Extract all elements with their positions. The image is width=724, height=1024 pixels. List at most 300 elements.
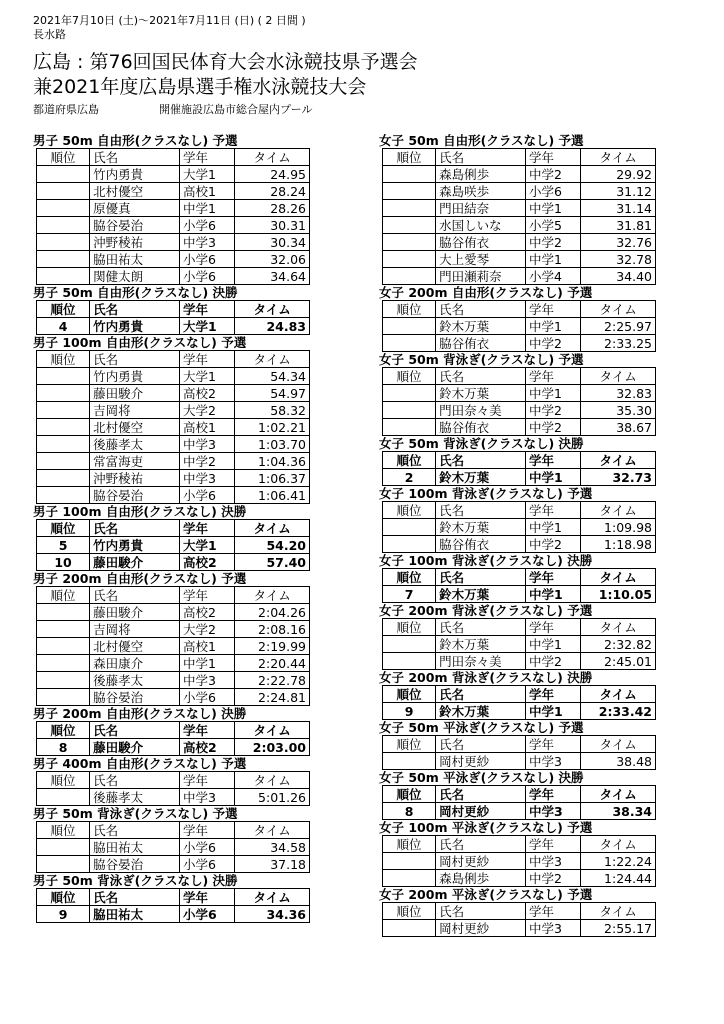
- name-cell: 鈴木万葉: [436, 703, 526, 720]
- grade-cell: 中学3: [179, 672, 234, 689]
- time-cell: 1:02.21: [235, 419, 310, 436]
- time-cell: 1:04.36: [235, 453, 310, 470]
- event-final: [379, 670, 657, 720]
- table-row: [383, 653, 656, 670]
- grade-cell: 小学6: [179, 217, 234, 234]
- rank-cell: [383, 402, 436, 419]
- time-cell: 38.48: [581, 753, 656, 770]
- header-cell: タイム: [581, 619, 656, 636]
- table-row: [383, 335, 656, 352]
- event-title: 男子 400m 自由形(クラスなし) 予選: [33, 756, 247, 771]
- grade-cell: 中学1: [525, 200, 580, 217]
- header-cell: タイム: [581, 452, 656, 469]
- grade-cell: 中学2: [525, 402, 580, 419]
- name-cell: 鈴木万葉: [436, 636, 526, 653]
- name-cell: 脇谷晏治: [90, 217, 180, 234]
- table-row: [383, 753, 656, 770]
- name-cell: 脇谷侑衣: [436, 234, 526, 251]
- table-header-row: [383, 903, 656, 920]
- rank-cell: [37, 436, 90, 453]
- header-cell: タイム: [235, 889, 310, 906]
- results-table: [36, 300, 310, 335]
- table-row: [37, 368, 310, 385]
- header-cell: 学年: [525, 619, 580, 636]
- header-cell: 順位: [383, 502, 436, 519]
- results-table: [36, 721, 310, 756]
- name-cell: 脇谷侑衣: [436, 335, 526, 352]
- header-cell: 氏名: [436, 903, 526, 920]
- time-cell: 2:04.26: [235, 604, 310, 621]
- header-cell: 学年: [179, 772, 234, 789]
- time-cell: 32.73: [581, 469, 656, 486]
- grade-cell: 高校2: [179, 739, 234, 756]
- header-cell: 順位: [383, 619, 436, 636]
- time-cell: 37.18: [235, 856, 310, 873]
- rank-cell: [37, 487, 90, 504]
- table-row: [37, 638, 310, 655]
- grade-cell: 中学1: [525, 519, 580, 536]
- time-cell: 2:20.44: [235, 655, 310, 672]
- event-title: 男子 200m 自由形(クラスなし) 予選: [33, 571, 247, 586]
- name-cell: 鈴木万葉: [436, 519, 526, 536]
- table-header-row: [383, 736, 656, 753]
- results-table: [382, 785, 656, 820]
- name-cell: 北村優空: [90, 419, 180, 436]
- time-cell: 31.14: [581, 200, 656, 217]
- table-row: [383, 385, 656, 402]
- table-row: [37, 436, 310, 453]
- name-cell: 水国しいな: [436, 217, 526, 234]
- table-row: [383, 318, 656, 335]
- grade-cell: 小学6: [179, 689, 234, 706]
- table-row: [37, 402, 310, 419]
- table-row: [37, 621, 310, 638]
- header-cell: 氏名: [436, 452, 526, 469]
- rank-cell: [37, 166, 90, 183]
- time-cell: 38.34: [581, 803, 656, 820]
- header-cell: タイム: [581, 786, 656, 803]
- table-header-row: [383, 368, 656, 385]
- results-table: [382, 367, 656, 436]
- rank-cell: [37, 183, 90, 200]
- rank-cell: [383, 234, 436, 251]
- header-cell: 順位: [383, 736, 436, 753]
- time-cell: 32.78: [581, 251, 656, 268]
- table-row: [37, 487, 310, 504]
- time-cell: 2:25.97: [581, 318, 656, 335]
- table-row: [37, 268, 310, 285]
- grade-cell: 中学3: [179, 234, 234, 251]
- results-table: [36, 586, 310, 706]
- grade-cell: 大学2: [179, 621, 234, 638]
- table-header-row: [37, 149, 310, 166]
- table-row: [37, 419, 310, 436]
- pool-type: 長水路: [33, 28, 66, 41]
- time-cell: 28.26: [235, 200, 310, 217]
- header-cell: 学年: [179, 889, 234, 906]
- header-cell: 順位: [383, 301, 436, 318]
- header-cell: 順位: [37, 149, 90, 166]
- header-cell: 氏名: [90, 149, 180, 166]
- event-heat: [379, 133, 657, 285]
- results-table: [382, 735, 656, 770]
- time-cell: 38.67: [581, 419, 656, 436]
- name-cell: 原優真: [90, 200, 180, 217]
- table-row: [383, 251, 656, 268]
- table-header-row: [37, 587, 310, 604]
- table-row: [383, 853, 656, 870]
- header-cell: 順位: [37, 772, 90, 789]
- table-row: [383, 920, 656, 937]
- name-cell: 大上愛琴: [436, 251, 526, 268]
- rank-cell: [37, 604, 90, 621]
- header-cell: 氏名: [436, 502, 526, 519]
- name-cell: 後藤孝太: [90, 672, 180, 689]
- prefecture-label: 都道府県広島: [33, 103, 99, 116]
- rank-cell: [383, 385, 436, 402]
- event-title: 男子 50m 背泳ぎ(クラスなし) 決勝: [33, 873, 238, 888]
- header-cell: タイム: [581, 368, 656, 385]
- header-cell: 氏名: [90, 351, 180, 368]
- results-table: [382, 148, 656, 285]
- name-cell: 北村優空: [90, 183, 180, 200]
- event-heat: [379, 603, 657, 670]
- header-meta: [33, 14, 306, 42]
- name-cell: 竹内勇貴: [90, 166, 180, 183]
- table-header-row: [383, 836, 656, 853]
- time-cell: 1:06.41: [235, 487, 310, 504]
- rank-cell: [383, 419, 436, 436]
- event-title: 女子 200m 自由形(クラスなし) 予選: [379, 285, 593, 300]
- name-cell: 鈴木万葉: [436, 385, 526, 402]
- table-header-row: [383, 502, 656, 519]
- rank-cell: [37, 368, 90, 385]
- header-cell: タイム: [581, 736, 656, 753]
- grade-cell: 中学2: [179, 453, 234, 470]
- results-table: [36, 771, 310, 806]
- name-cell: 森島俐歩: [436, 870, 526, 887]
- table-row: [383, 870, 656, 887]
- event-final: [33, 706, 311, 756]
- header-cell: 氏名: [436, 736, 526, 753]
- rank-cell: [37, 470, 90, 487]
- time-cell: 34.36: [235, 906, 310, 923]
- table-row: [383, 419, 656, 436]
- page-title: [33, 50, 418, 100]
- time-cell: 2:33.42: [581, 703, 656, 720]
- grade-cell: 小学6: [179, 251, 234, 268]
- event-title: 女子 50m 自由形(クラスなし) 予選: [379, 133, 584, 148]
- grade-cell: 小学6: [179, 906, 234, 923]
- header-cell: 順位: [383, 569, 436, 586]
- event-title: 女子 200m 平泳ぎ(クラスなし) 予選: [379, 887, 593, 902]
- time-cell: 1:24.44: [581, 870, 656, 887]
- table-row: [37, 537, 310, 554]
- date-range: 2021年7月10日 (土)〜2021年7月11日 (日) ( 2 日間 ): [33, 14, 306, 27]
- time-cell: 35.30: [581, 402, 656, 419]
- time-cell: 54.97: [235, 385, 310, 402]
- grade-cell: 中学1: [525, 469, 580, 486]
- table-row: [383, 469, 656, 486]
- event-heat: [379, 820, 657, 887]
- time-cell: 34.40: [581, 268, 656, 285]
- time-cell: 24.95: [235, 166, 310, 183]
- table-header-row: [37, 722, 310, 739]
- rank-cell: [383, 870, 436, 887]
- event-final: [379, 553, 657, 603]
- header-cell: 学年: [179, 722, 234, 739]
- name-cell: 藤田駿介: [90, 604, 180, 621]
- name-cell: 北村優空: [90, 638, 180, 655]
- table-row: [383, 586, 656, 603]
- event-title: 男子 100m 自由形(クラスなし) 決勝: [33, 504, 247, 519]
- rank-cell: [383, 653, 436, 670]
- rank-cell: [37, 621, 90, 638]
- header-cell: 氏名: [436, 786, 526, 803]
- name-cell: 鈴木万葉: [436, 586, 526, 603]
- rank-cell: [37, 789, 90, 806]
- rank-cell: 2: [383, 469, 436, 486]
- grade-cell: 中学2: [525, 653, 580, 670]
- table-row: [37, 604, 310, 621]
- header-cell: 氏名: [90, 822, 180, 839]
- rank-cell: [383, 753, 436, 770]
- grade-cell: 小学6: [179, 839, 234, 856]
- header-cell: 順位: [383, 786, 436, 803]
- results-table: [382, 451, 656, 486]
- header-cell: タイム: [235, 301, 310, 318]
- results-table: [36, 148, 310, 285]
- header-cell: 学年: [179, 301, 234, 318]
- event-title: 男子 200m 自由形(クラスなし) 決勝: [33, 706, 247, 721]
- rank-cell: 8: [37, 739, 90, 756]
- time-cell: 32.06: [235, 251, 310, 268]
- header-cell: 氏名: [436, 569, 526, 586]
- grade-cell: 高校1: [179, 419, 234, 436]
- header-cell: タイム: [235, 149, 310, 166]
- time-cell: 30.34: [235, 234, 310, 251]
- header-cell: 学年: [525, 149, 580, 166]
- time-cell: 2:45.01: [581, 653, 656, 670]
- time-cell: 1:22.24: [581, 853, 656, 870]
- rank-cell: 4: [37, 318, 90, 335]
- results-table: [382, 835, 656, 887]
- name-cell: 脇谷晏治: [90, 856, 180, 873]
- grade-cell: 小学4: [525, 268, 580, 285]
- grade-cell: 中学3: [525, 803, 580, 820]
- table-row: [37, 234, 310, 251]
- table-header-row: [37, 772, 310, 789]
- rank-cell: [383, 853, 436, 870]
- grade-cell: 中学1: [179, 655, 234, 672]
- header-cell: 氏名: [90, 520, 180, 537]
- header-cell: 学年: [179, 351, 234, 368]
- name-cell: 竹内勇貴: [90, 368, 180, 385]
- name-cell: 門田結奈: [436, 200, 526, 217]
- grade-cell: 中学2: [525, 234, 580, 251]
- header-cell: 学年: [525, 368, 580, 385]
- table-header-row: [37, 822, 310, 839]
- name-cell: 門田瀬莉奈: [436, 268, 526, 285]
- rank-cell: [37, 234, 90, 251]
- rank-cell: [37, 200, 90, 217]
- event-heat: [33, 756, 311, 806]
- name-cell: 藤田駿介: [90, 739, 180, 756]
- rank-cell: 8: [383, 803, 436, 820]
- results-table: [382, 501, 656, 553]
- table-row: [37, 655, 310, 672]
- event-final: [379, 436, 657, 486]
- header-cell: 氏名: [436, 149, 526, 166]
- header-cell: 氏名: [436, 619, 526, 636]
- header-cell: タイム: [581, 502, 656, 519]
- name-cell: 常富海吏: [90, 453, 180, 470]
- time-cell: 31.12: [581, 183, 656, 200]
- rank-cell: [37, 453, 90, 470]
- name-cell: 岡村更紗: [436, 920, 526, 937]
- time-cell: 1:09.98: [581, 519, 656, 536]
- header-cell: 学年: [179, 822, 234, 839]
- table-row: [37, 251, 310, 268]
- rank-cell: [37, 839, 90, 856]
- header-cell: 学年: [525, 569, 580, 586]
- time-cell: 54.34: [235, 368, 310, 385]
- name-cell: 後藤孝太: [90, 436, 180, 453]
- header-cell: 氏名: [436, 686, 526, 703]
- time-cell: 32.83: [581, 385, 656, 402]
- grade-cell: 中学1: [179, 200, 234, 217]
- name-cell: 関健太朗: [90, 268, 180, 285]
- time-cell: 2:03.00: [235, 739, 310, 756]
- grade-cell: 高校2: [179, 385, 234, 402]
- table-row: [383, 217, 656, 234]
- time-cell: 31.81: [581, 217, 656, 234]
- name-cell: 森島咲歩: [436, 183, 526, 200]
- header-cell: 学年: [525, 452, 580, 469]
- name-cell: 鈴木万葉: [436, 318, 526, 335]
- time-cell: 32.76: [581, 234, 656, 251]
- grade-cell: 高校1: [179, 183, 234, 200]
- grade-cell: 小学6: [179, 268, 234, 285]
- event-heat: [33, 133, 311, 285]
- time-cell: 57.40: [235, 554, 310, 571]
- rank-cell: [37, 672, 90, 689]
- table-row: [37, 906, 310, 923]
- rank-cell: [383, 920, 436, 937]
- name-cell: 脇谷侑衣: [436, 419, 526, 436]
- rank-cell: [383, 318, 436, 335]
- name-cell: 岡村更紗: [436, 753, 526, 770]
- event-heat: [33, 335, 311, 504]
- name-cell: 藤田駿介: [90, 385, 180, 402]
- grade-cell: 中学1: [525, 251, 580, 268]
- name-cell: 森田康介: [90, 655, 180, 672]
- table-row: [383, 200, 656, 217]
- header-cell: タイム: [235, 587, 310, 604]
- name-cell: 脇谷晏治: [90, 487, 180, 504]
- rank-cell: [37, 217, 90, 234]
- name-cell: 門田奈々美: [436, 402, 526, 419]
- time-cell: 29.92: [581, 166, 656, 183]
- event-heat: [379, 352, 657, 436]
- table-row: [37, 739, 310, 756]
- results-table: [382, 568, 656, 603]
- table-row: [383, 268, 656, 285]
- rank-cell: [383, 268, 436, 285]
- table-row: [37, 385, 310, 402]
- grade-cell: 中学1: [525, 636, 580, 653]
- grade-cell: 高校2: [179, 554, 234, 571]
- name-cell: 後藤孝太: [90, 789, 180, 806]
- name-cell: 脇田祐太: [90, 839, 180, 856]
- time-cell: 2:55.17: [581, 920, 656, 937]
- header-cell: 学年: [179, 149, 234, 166]
- header-cell: 氏名: [436, 836, 526, 853]
- table-row: [37, 789, 310, 806]
- time-cell: 58.32: [235, 402, 310, 419]
- results-table: [36, 888, 310, 923]
- grade-cell: 小学6: [179, 487, 234, 504]
- name-cell: 脇谷侑衣: [436, 536, 526, 553]
- header-cell: 順位: [37, 889, 90, 906]
- rank-cell: [37, 655, 90, 672]
- table-row: [383, 166, 656, 183]
- event-title: 女子 100m 平泳ぎ(クラスなし) 予選: [379, 820, 593, 835]
- header-cell: タイム: [581, 836, 656, 853]
- table-row: [37, 217, 310, 234]
- meet-info: [33, 103, 312, 117]
- name-cell: 岡村更紗: [436, 803, 526, 820]
- header-cell: 順位: [37, 587, 90, 604]
- time-cell: 2:22.78: [235, 672, 310, 689]
- time-cell: 1:10.05: [581, 586, 656, 603]
- table-row: [37, 672, 310, 689]
- header-cell: 学年: [179, 587, 234, 604]
- grade-cell: 中学1: [525, 385, 580, 402]
- header-cell: 学年: [525, 686, 580, 703]
- event-title: 女子 50m 背泳ぎ(クラスなし) 決勝: [379, 436, 584, 451]
- results-table: [36, 519, 310, 571]
- rank-cell: [37, 856, 90, 873]
- event-heat: [379, 887, 657, 937]
- header-cell: タイム: [581, 301, 656, 318]
- event-title: 男子 50m 背泳ぎ(クラスなし) 予選: [33, 806, 238, 821]
- event-final: [33, 285, 311, 335]
- name-cell: 鈴木万葉: [436, 469, 526, 486]
- right-column: [379, 133, 657, 937]
- header-cell: 学年: [525, 301, 580, 318]
- table-header-row: [383, 452, 656, 469]
- rank-cell: [37, 638, 90, 655]
- name-cell: 沖野稜祐: [90, 234, 180, 251]
- event-title: 女子 200m 背泳ぎ(クラスなし) 決勝: [379, 670, 593, 685]
- name-cell: 門田奈々美: [436, 653, 526, 670]
- header-cell: タイム: [581, 149, 656, 166]
- event-final: [379, 770, 657, 820]
- grade-cell: 小学5: [525, 217, 580, 234]
- title-line-2: 兼2021年度広島県選手権水泳競技大会: [33, 76, 367, 98]
- header-cell: 氏名: [90, 722, 180, 739]
- name-cell: 藤田駿介: [90, 554, 180, 571]
- rank-cell: [383, 251, 436, 268]
- results-table: [36, 350, 310, 504]
- rank-cell: 9: [37, 906, 90, 923]
- name-cell: 脇田祐太: [90, 251, 180, 268]
- table-row: [383, 703, 656, 720]
- table-row: [383, 183, 656, 200]
- header-cell: 氏名: [90, 301, 180, 318]
- time-cell: 28.24: [235, 183, 310, 200]
